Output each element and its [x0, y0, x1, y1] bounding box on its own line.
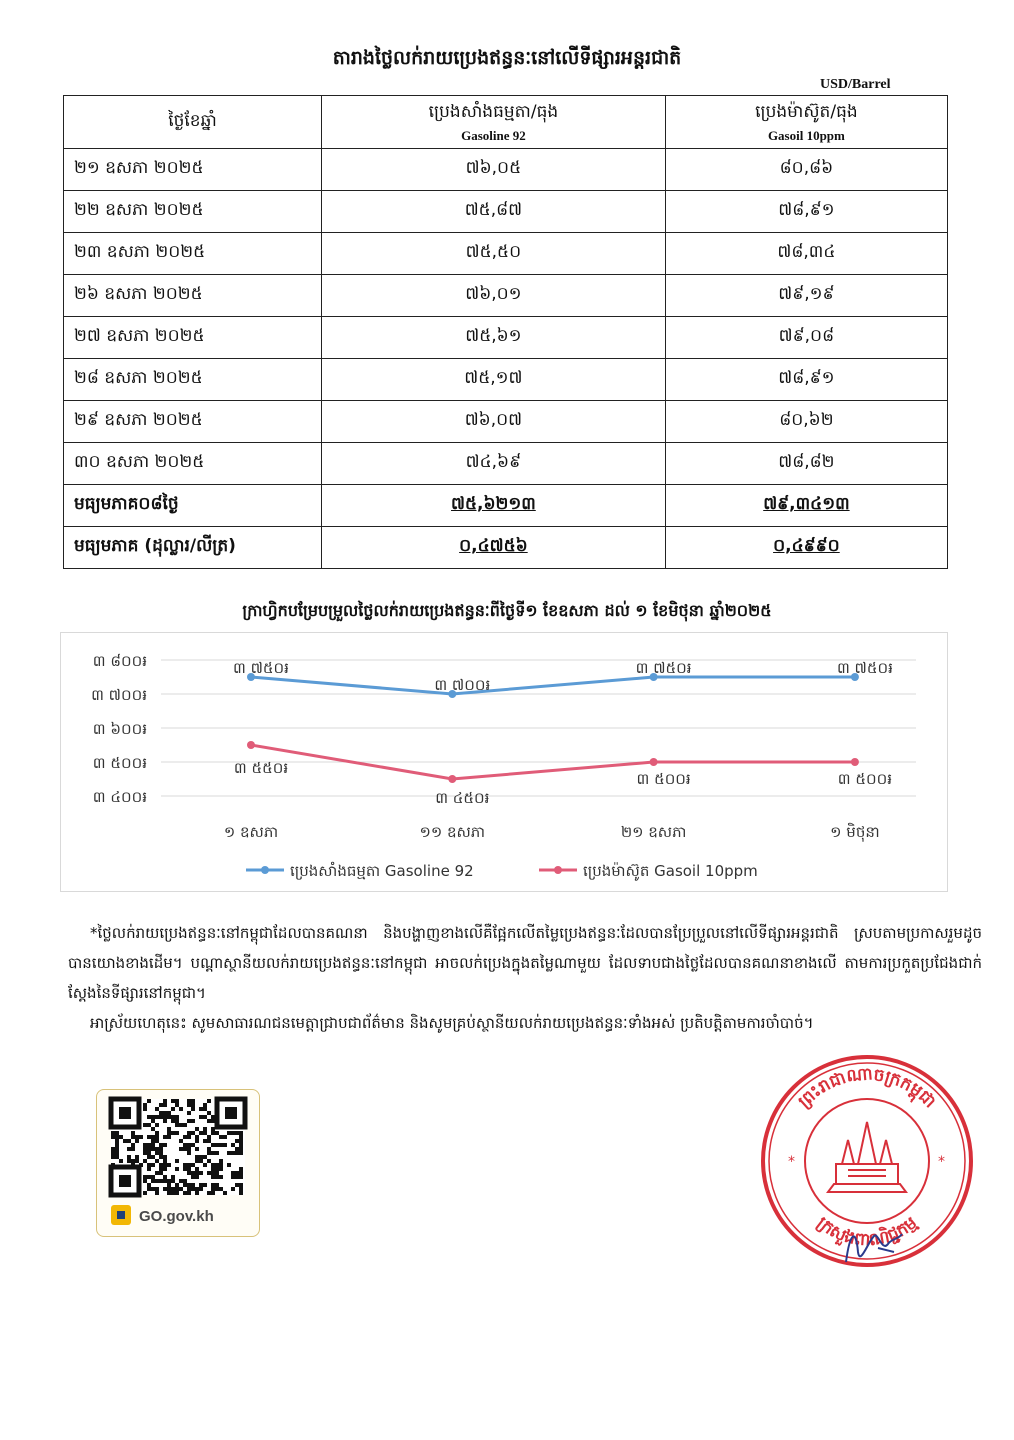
- gasoil-price-cell: ៧៩,១៩: [665, 275, 947, 317]
- gasoline-header-en: Gasoline 92: [461, 127, 526, 143]
- gasoline-price-cell: ៧៦,០១: [322, 275, 666, 317]
- gasoil-header-km: ប្រេងម៉ាស៊ូត/ធុង: [755, 101, 858, 122]
- date-column-header: ថ្ងៃខែឆ្នាំ: [64, 96, 322, 149]
- table-row: [64, 359, 948, 401]
- stamp-bottom-text: ក្រសួងពាណិជ្ជកម្ម: [812, 1212, 922, 1251]
- average-usd-gasoline: ០,៤៧៥៦: [459, 536, 528, 556]
- data-point: [247, 741, 255, 749]
- date-cell: ២១ ឧសភា ២០២៥: [64, 149, 322, 191]
- data-label: ៣ ៧៥០៛: [635, 659, 692, 677]
- legend-marker: [261, 866, 269, 874]
- gasoil-price-cell: ៧៩,០៨: [665, 317, 947, 359]
- table-row: [64, 275, 948, 317]
- note-paragraph-2: អាស្រ័យហេតុនេះ សូមសាធារណជនមេត្តាជ្រាបជាព័ត៌មាន និងសូមគ្រប់ស្ថានីយលក់រាយប្រេងឥន្ធនៈទាំងអស់ ប្រតិបត្តិតាមការចាំបាច់។: [90, 1014, 814, 1032]
- y-tick-label: ៣ ៤០០៛: [92, 788, 147, 806]
- average-label: មធ្យមភាគ០៨ថ្ងៃ: [64, 485, 322, 527]
- notes: [68, 918, 982, 1038]
- legend-entry: ប្រេងម៉ាស៊ូត Gasoil 10ppm: [583, 862, 758, 880]
- gasoil-price-cell: ៨០,៨៦: [665, 149, 947, 191]
- date-cell: ២៧ ឧសភា ២០២៥: [64, 317, 322, 359]
- data-point: [650, 758, 658, 766]
- gasoline-price-cell: ៧៤,៦៩: [322, 443, 666, 485]
- gasoil-price-cell: ៧៨,៩១: [665, 359, 947, 401]
- series-line-1: [251, 677, 855, 694]
- table-row: [64, 233, 948, 275]
- stamp-top-text: ព្រះរាជាណាចក្រកម្ពុជា: [794, 1064, 940, 1113]
- gasoil-price-cell: ៧៨,៣៤: [665, 233, 947, 275]
- average-usd-label: មធ្យមភាគ (ដុល្លារ/លីត្រ): [64, 527, 322, 569]
- gasoil-column-header: [665, 96, 947, 149]
- y-tick-label: ៣ ៨០០៛: [92, 652, 147, 670]
- y-tick-label: ៣ ៧០០៛: [91, 686, 147, 704]
- data-point: [448, 775, 456, 783]
- gasoline-header-km: ប្រេងសាំងធម្មតា/ធុង: [428, 101, 559, 122]
- average-gasoline: ៧៥,៦២១៣: [451, 494, 536, 514]
- y-tick-label: ៣ ៥០០៛: [92, 754, 147, 772]
- svg-text:*: *: [788, 1154, 795, 1170]
- chart-title: ក្រាហ្វិកបម្រែបម្រួលថ្លៃលក់រាយប្រេងឥន្ធនៈពីថ្ងៃទី១ ខែឧសភា ដល់ ១ ខែមិថុនា ឆ្នាំ២០២៥: [242, 601, 772, 620]
- qr-code-card[interactable]: [96, 1089, 260, 1237]
- table-row: [64, 191, 948, 233]
- gasoline-price-cell: ៧៥,៨៧: [322, 191, 666, 233]
- gasoline-price-cell: ៧៦,០៥: [322, 149, 666, 191]
- gasoline-price-cell: ៧៦,០៧: [322, 401, 666, 443]
- date-cell: ៣០ ឧសភា ២០២៥: [64, 443, 322, 485]
- table-header-row: [64, 96, 948, 149]
- data-label: ៣ ៤៥០៛: [435, 789, 490, 807]
- date-cell: ២៨ ឧសភា ២០២៥: [64, 359, 322, 401]
- legend-marker: [554, 866, 562, 874]
- x-tick-label: ២១ ឧសភា: [620, 823, 687, 841]
- data-label: ៣ ៥០០៛: [636, 770, 691, 788]
- gasoline-column-header: [322, 96, 666, 149]
- average-gasoil: ៧៩,៣៤១៣: [763, 494, 850, 514]
- date-cell: ២៩ ឧសភា ២០២៥: [64, 401, 322, 443]
- gasoil-price-cell: ៧៨,៩១: [665, 191, 947, 233]
- date-cell: ២២ ឧសភា ២០២៥: [64, 191, 322, 233]
- average-usd-row: [64, 527, 948, 569]
- temple-emblem-icon: [828, 1122, 906, 1192]
- y-tick-label: ៣ ៦០០៛: [92, 720, 147, 738]
- svg-text:*: *: [938, 1154, 945, 1170]
- date-cell: ២៣ ឧសភា ២០២៥: [64, 233, 322, 275]
- signature: [838, 1222, 908, 1272]
- price-table: [63, 95, 948, 569]
- gasoil-price-cell: ៧៨,៨២: [665, 443, 947, 485]
- date-cell: ២៦ ឧសភា ២០២៥: [64, 275, 322, 317]
- table-row: [64, 317, 948, 359]
- price-chart: [60, 632, 948, 892]
- data-label: ៣ ៥៥០៛: [233, 759, 289, 777]
- gasoline-price-cell: ៧៥,៥០: [322, 233, 666, 275]
- data-label: ៣ ៧៥០៛: [233, 659, 289, 677]
- price-chart-svg: [61, 633, 947, 891]
- table-row: [64, 401, 948, 443]
- gasoil-header-en: Gasoil 10ppm: [767, 127, 845, 143]
- qr-code-icon: [97, 1090, 259, 1236]
- average-usd-gasoil: ០,៤៩៩០: [773, 536, 840, 556]
- legend-entry: ប្រេងសាំងធម្មតា Gasoline 92: [290, 862, 474, 880]
- data-label: ៣ ៧០០៛: [434, 676, 491, 694]
- data-label: ៣ ៥០០៛: [837, 770, 893, 788]
- gasoil-price-cell: ៨០,៦២: [665, 401, 947, 443]
- gasoline-price-cell: ៧៥,១៧: [322, 359, 666, 401]
- data-label: ៣ ៧៥០៛: [836, 659, 893, 677]
- qr-caption: GO.gov.kh: [139, 1208, 214, 1225]
- gasoline-price-cell: ៧៥,៦១: [322, 317, 666, 359]
- data-point: [851, 758, 859, 766]
- unit-label: USD/Barrel: [820, 77, 891, 92]
- x-tick-label: ១១ ឧសភា: [419, 823, 486, 841]
- average-row: [64, 485, 948, 527]
- x-tick-label: ១ មិថុនា: [830, 823, 880, 841]
- note-paragraph-1: *ថ្លៃលក់រាយប្រេងឥន្ធនៈនៅកម្ពុជាដែលបានគណនា និងបង្ហាញខាងលើគឺផ្អែកលើតម្លៃប្រេងឥន្ធនៈដែលបានប្រែប្រួលនៅលើទីផ្សារអន្តរជាតិ ស្របតាមប្រកាសរួមដូចបានយោងខាងដើម។ បណ្ដាស្ថានីយលក់រាយប្រេងឥន្ធនៈនៅកម្ពុជា អាចលក់ប្រេងក្នុងតម្លៃណាមួយ ដែលទាបជាងថ្លៃដែលបានគណនាខាងលើ តាមការប្រកួតប្រជែងជាក់ស្ដែងនៃទីផ្សារនៅកម្ពុជា។: [68, 924, 982, 1002]
- table-row: [64, 443, 948, 485]
- table-row: [64, 149, 948, 191]
- document-title: តារាងថ្លៃលក់រាយប្រេងឥន្ធនៈនៅលើទីផ្សារអន្តរជាតិ: [332, 47, 682, 69]
- x-tick-label: ១ ឧសភា: [223, 823, 279, 841]
